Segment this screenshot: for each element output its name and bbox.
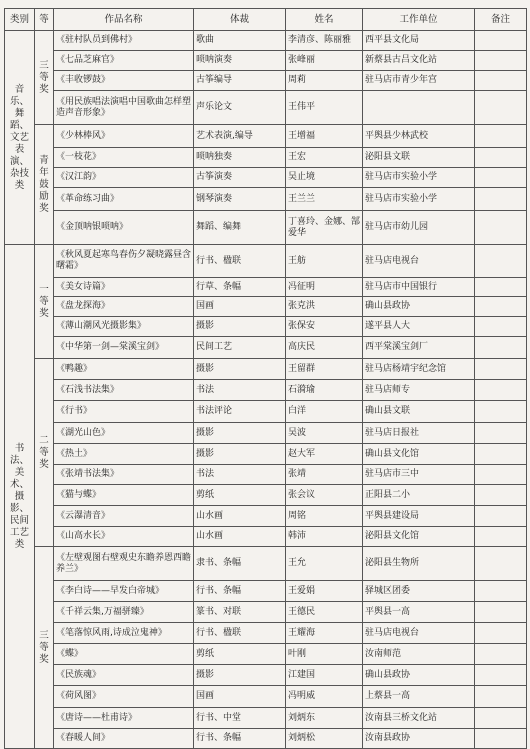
genre-cell: 书法	[194, 380, 286, 401]
table-row	[5, 337, 527, 359]
remark-cell	[475, 644, 527, 665]
work-cell: 《笔落惊风雨,诗成泣鬼神》	[54, 623, 194, 644]
table-row	[5, 297, 527, 317]
name-cell: 王舫	[286, 245, 363, 278]
table-row	[5, 317, 527, 337]
remark-cell	[475, 148, 527, 168]
remark-cell	[475, 708, 527, 729]
table-row	[5, 91, 527, 125]
genre-cell: 行草、条幅	[194, 278, 286, 297]
work-cell: 《驻村队员到佛村》	[54, 31, 194, 51]
table-row	[5, 547, 527, 581]
unit-cell: 驻马店日报社	[363, 423, 475, 444]
table-row	[5, 423, 527, 444]
genre-cell: 山水画	[194, 527, 286, 547]
genre-cell: 行书、条幅	[194, 581, 286, 602]
genre-cell: 书法评论	[194, 401, 286, 423]
table-row	[5, 188, 527, 211]
name-cell: 王允	[286, 547, 363, 581]
work-cell: 《张靖书法集》	[54, 465, 194, 485]
genre-cell: 艺术表演,编导	[194, 125, 286, 148]
genre-cell: 摄影	[194, 665, 286, 686]
unit-cell: 泌阳县文化馆	[363, 527, 475, 547]
work-cell: 《蝶》	[54, 644, 194, 665]
name-cell: 吴波	[286, 423, 363, 444]
table-row	[5, 708, 527, 729]
name-cell: 江建国	[286, 665, 363, 686]
table-row	[5, 527, 527, 547]
unit-cell: 驻马店市青少年宫	[363, 71, 475, 91]
genre-cell: 摄影	[194, 444, 286, 465]
name-cell: 王宏	[286, 148, 363, 168]
work-cell: 《湖光山色》	[54, 423, 194, 444]
name-cell: 高庆民	[286, 337, 363, 359]
genre-cell: 行书、楹联	[194, 623, 286, 644]
unit-cell: 遂平县人大	[363, 317, 475, 337]
genre-cell: 民间工艺	[194, 337, 286, 359]
table-row	[5, 581, 527, 602]
name-cell: 王增福	[286, 125, 363, 148]
remark-cell	[475, 297, 527, 317]
unit-cell: 驻马店市三中	[363, 465, 475, 485]
remark-cell	[475, 317, 527, 337]
genre-cell: 隶书、条幅	[194, 547, 286, 581]
work-cell: 《千祥云集,万福骈臻》	[54, 602, 194, 623]
name-cell: 张靖	[286, 465, 363, 485]
work-cell: 《薄山潮风光摄影集》	[54, 317, 194, 337]
remark-cell	[475, 168, 527, 188]
genre-cell: 钢琴演奏	[194, 188, 286, 211]
category-cell: 音乐、舞蹈、文艺表演、杂技类	[5, 31, 35, 245]
name-cell: 王留群	[286, 359, 363, 380]
genre-cell: 剪纸	[194, 485, 286, 506]
remark-cell	[475, 401, 527, 423]
grade-cell: 青年鼓励奖	[35, 125, 54, 245]
unit-cell: 驻马店杨靖宇纪念馆	[363, 359, 475, 380]
genre-cell: 剪纸	[194, 644, 286, 665]
genre-cell: 行书、条幅	[194, 729, 286, 749]
unit-cell: 确山县政协	[363, 297, 475, 317]
table-row	[5, 278, 527, 297]
work-cell: 《猫与蝶》	[54, 485, 194, 506]
unit-cell: 新蔡县古吕文化站	[363, 51, 475, 71]
work-cell: 《中华第一剑—棠溪宝剑》	[54, 337, 194, 359]
remark-cell	[475, 71, 527, 91]
grade-cell: 三等奖	[35, 31, 54, 125]
table-row	[5, 602, 527, 623]
name-cell: 王德民	[286, 602, 363, 623]
table-body	[5, 31, 527, 749]
unit-cell	[363, 91, 475, 125]
unit-cell: 平舆县少林武校	[363, 125, 475, 148]
remark-cell	[475, 337, 527, 359]
work-cell: 《云瀑清音》	[54, 506, 194, 527]
remark-cell	[475, 444, 527, 465]
remark-cell	[475, 485, 527, 506]
remark-cell	[475, 686, 527, 708]
table-row	[5, 686, 527, 708]
header-unit: 工作单位	[363, 9, 475, 31]
header-row	[5, 9, 527, 31]
work-cell: 《汉江韵》	[54, 168, 194, 188]
unit-cell: 确山县文化馆	[363, 444, 475, 465]
work-cell: 《用民族唱法演唱中国歌曲怎样塑造声音形象》	[54, 91, 194, 125]
name-cell: 张保安	[286, 317, 363, 337]
unit-cell: 汝南县三桥文化站	[363, 708, 475, 729]
remark-cell	[475, 527, 527, 547]
genre-cell: 行书、中堂	[194, 708, 286, 729]
table-row	[5, 644, 527, 665]
table-row	[5, 380, 527, 401]
unit-cell: 驻马店市幼儿园	[363, 211, 475, 245]
name-cell: 刘炳松	[286, 729, 363, 749]
name-cell: 赵大军	[286, 444, 363, 465]
genre-cell: 唢呐演奏	[194, 51, 286, 71]
table-row	[5, 245, 527, 278]
genre-cell: 篆书、对联	[194, 602, 286, 623]
genre-cell: 山水画	[194, 506, 286, 527]
work-cell: 《李白诗——早发白帝城》	[54, 581, 194, 602]
unit-cell: 泌阳县生物所	[363, 547, 475, 581]
remark-cell	[475, 188, 527, 211]
header-remark: 备注	[475, 9, 527, 31]
unit-cell: 确山县政协	[363, 665, 475, 686]
work-cell: 《左壁观图右壁观史东瞻养恩西瞻养兰》	[54, 547, 194, 581]
table-row	[5, 485, 527, 506]
name-cell: 韩沛	[286, 527, 363, 547]
unit-cell: 驻马店市中国银行	[363, 278, 475, 297]
unit-cell: 驿城区团委	[363, 581, 475, 602]
remark-cell	[475, 623, 527, 644]
name-cell: 张峰丽	[286, 51, 363, 71]
award-list-page	[4, 8, 526, 743]
work-cell: 《鸭趣》	[54, 359, 194, 380]
grade-cell: 二等奖	[35, 359, 54, 547]
work-cell: 《少林棒风》	[54, 125, 194, 148]
table-row	[5, 359, 527, 380]
remark-cell	[475, 51, 527, 71]
unit-cell: 驻马店电视台	[363, 245, 475, 278]
remark-cell	[475, 602, 527, 623]
table-row	[5, 623, 527, 644]
header-grade: 等	[35, 9, 54, 31]
name-cell: 张克洪	[286, 297, 363, 317]
remark-cell	[475, 125, 527, 148]
remark-cell	[475, 423, 527, 444]
header-category: 类别	[5, 9, 35, 31]
remark-cell	[475, 211, 527, 245]
table-row	[5, 168, 527, 188]
table-row	[5, 665, 527, 686]
category-cell: 书法、美术、摄影、民间工艺类	[5, 245, 35, 749]
work-cell: 《秋风夏起寒鸟春伤夕凝晓露昼含曙霜》	[54, 245, 194, 278]
work-cell: 《丰收锣鼓》	[54, 71, 194, 91]
table-row	[5, 401, 527, 423]
table-row	[5, 729, 527, 749]
header-name: 姓名	[286, 9, 363, 31]
work-cell: 《七品芝麻官》	[54, 51, 194, 71]
genre-cell: 书法	[194, 465, 286, 485]
genre-cell: 行书、楹联	[194, 245, 286, 278]
name-cell: 白洋	[286, 401, 363, 423]
genre-cell: 古筝演奏	[194, 168, 286, 188]
remark-cell	[475, 581, 527, 602]
genre-cell: 摄影	[194, 423, 286, 444]
unit-cell: 泌阳县文联	[363, 148, 475, 168]
work-cell: 《春暖人间》	[54, 729, 194, 749]
work-cell: 《一枝花》	[54, 148, 194, 168]
genre-cell: 歌曲	[194, 31, 286, 51]
name-cell: 刘炳东	[286, 708, 363, 729]
unit-cell: 驻马店市实验小学	[363, 188, 475, 211]
genre-cell: 国画	[194, 686, 286, 708]
name-cell: 冯征明	[286, 278, 363, 297]
grade-cell: 一等奖	[35, 245, 54, 359]
genre-cell: 摄影	[194, 359, 286, 380]
name-cell: 王伟平	[286, 91, 363, 125]
genre-cell: 声乐论文	[194, 91, 286, 125]
unit-cell: 平舆县一高	[363, 602, 475, 623]
header-work: 作品名称	[54, 9, 194, 31]
table-row	[5, 71, 527, 91]
table-row	[5, 148, 527, 168]
name-cell: 吴止境	[286, 168, 363, 188]
genre-cell: 摄影	[194, 317, 286, 337]
name-cell: 李清彦、陈丽雅	[286, 31, 363, 51]
genre-cell: 国画	[194, 297, 286, 317]
work-cell: 《革命练习曲》	[54, 188, 194, 211]
table-row	[5, 125, 527, 148]
name-cell: 冯明威	[286, 686, 363, 708]
name-cell: 石漪瑜	[286, 380, 363, 401]
genre-cell: 舞蹈、编舞	[194, 211, 286, 245]
unit-cell: 驻马店市实验小学	[363, 168, 475, 188]
unit-cell: 确山县文联	[363, 401, 475, 423]
work-cell: 《唐诗——杜甫诗》	[54, 708, 194, 729]
grade-cell: 三等奖	[35, 547, 54, 749]
table-row	[5, 51, 527, 71]
remark-cell	[475, 245, 527, 278]
name-cell: 周铭	[286, 506, 363, 527]
unit-cell: 驻马店师专	[363, 380, 475, 401]
work-cell: 《美女诗篇》	[54, 278, 194, 297]
name-cell: 丁喜玲、金娜、郜爱华	[286, 211, 363, 245]
table-row	[5, 506, 527, 527]
unit-cell: 平舆县建设局	[363, 506, 475, 527]
table-row	[5, 31, 527, 51]
header-genre: 体裁	[194, 9, 286, 31]
unit-cell: 上蔡县一高	[363, 686, 475, 708]
remark-cell	[475, 665, 527, 686]
work-cell: 《行书》	[54, 401, 194, 423]
name-cell: 叶刚	[286, 644, 363, 665]
remark-cell	[475, 91, 527, 125]
unit-cell: 西平县文化局	[363, 31, 475, 51]
unit-cell: 汝南县政协	[363, 729, 475, 749]
work-cell: 《民族魂》	[54, 665, 194, 686]
remark-cell	[475, 31, 527, 51]
table-row	[5, 444, 527, 465]
genre-cell: 古筝编导	[194, 71, 286, 91]
remark-cell	[475, 729, 527, 749]
remark-cell	[475, 547, 527, 581]
remark-cell	[475, 465, 527, 485]
work-cell: 《石浅书法集》	[54, 380, 194, 401]
name-cell: 王爱娟	[286, 581, 363, 602]
remark-cell	[475, 380, 527, 401]
work-cell: 《盘龙探海》	[54, 297, 194, 317]
work-cell: 《热土》	[54, 444, 194, 465]
remark-cell	[475, 359, 527, 380]
name-cell: 王兰兰	[286, 188, 363, 211]
remark-cell	[475, 506, 527, 527]
work-cell: 《荷风图》	[54, 686, 194, 708]
unit-cell: 驻马店电视台	[363, 623, 475, 644]
name-cell: 王耀海	[286, 623, 363, 644]
name-cell: 周莉	[286, 71, 363, 91]
work-cell: 《山高水长》	[54, 527, 194, 547]
work-cell: 《金顶呐银唢呐》	[54, 211, 194, 245]
unit-cell: 西平棠溪宝剑厂	[363, 337, 475, 359]
award-table	[4, 8, 527, 749]
genre-cell: 唢呐独奏	[194, 148, 286, 168]
remark-cell	[475, 278, 527, 297]
table-row	[5, 465, 527, 485]
unit-cell: 正阳县二小	[363, 485, 475, 506]
table-row	[5, 211, 527, 245]
name-cell: 张会议	[286, 485, 363, 506]
unit-cell: 汝南师范	[363, 644, 475, 665]
